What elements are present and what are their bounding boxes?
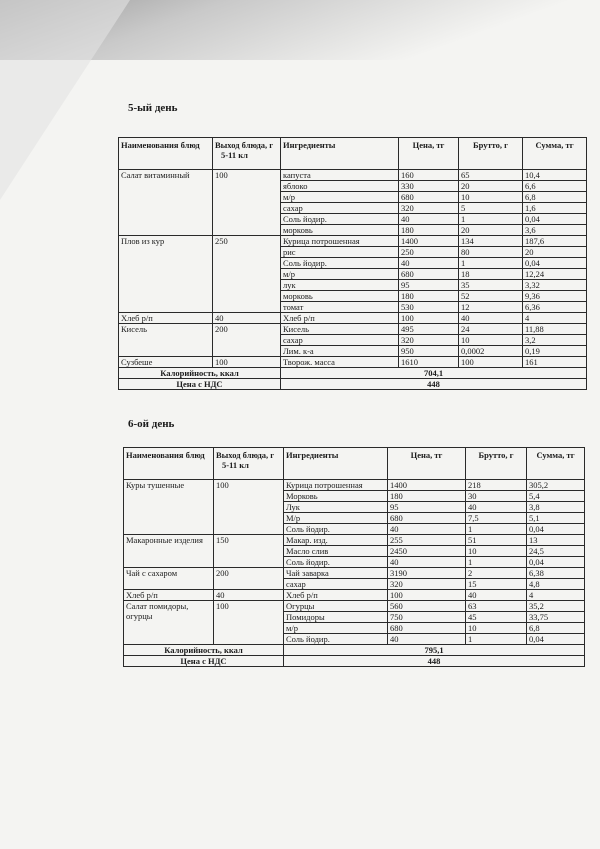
header-gross: Брутто, г [459, 138, 523, 170]
ingredient-name: Соль йодир. [281, 214, 399, 225]
table-row [119, 313, 587, 324]
ingredient-gross: 30 [466, 491, 527, 502]
header-row [119, 138, 587, 170]
dish-yield: 200 [213, 324, 281, 357]
ingredient-name: сахар [281, 335, 399, 346]
ingredient-name: Хлеб р/п [284, 590, 388, 601]
table-row [124, 590, 585, 601]
ingredient-sum: 6,6 [523, 181, 587, 192]
ingredient-name: Помидоры [284, 612, 388, 623]
ingredient-sum: 3,2 [523, 335, 587, 346]
ingredient-gross: 24 [459, 324, 523, 335]
ingredient-sum: 6,8 [523, 192, 587, 203]
ingredient-gross: 40 [466, 590, 527, 601]
price-vat-label: Цена с НДС [119, 379, 281, 390]
ingredient-name: Кисель [281, 324, 399, 335]
ingredient-price: 530 [399, 302, 459, 313]
ingredient-gross: 0,0002 [459, 346, 523, 357]
table-row [124, 535, 585, 546]
calories-row [124, 645, 585, 656]
calories-label: Калорийность, ккал [119, 368, 281, 379]
table-row [124, 601, 585, 612]
ingredient-sum: 4,8 [527, 579, 585, 590]
ingredient-sum: 33,75 [527, 612, 585, 623]
ingredient-sum: 0,19 [523, 346, 587, 357]
ingredient-sum: 187,6 [523, 236, 587, 247]
ingredient-gross: 45 [466, 612, 527, 623]
ingredient-gross: 134 [459, 236, 523, 247]
ingredient-name: Лим. к-а [281, 346, 399, 357]
ingredient-gross: 1 [459, 258, 523, 269]
ingredient-sum: 4 [527, 590, 585, 601]
ingredient-name: м/р [281, 269, 399, 280]
day-6-title: 6-ой день [128, 418, 175, 430]
table-row [124, 568, 585, 579]
ingredient-price: 680 [388, 513, 466, 524]
ingredient-price: 495 [399, 324, 459, 335]
ingredient-sum: 0,04 [523, 258, 587, 269]
ingredient-price: 950 [399, 346, 459, 357]
ingredient-name: Огурцы [284, 601, 388, 612]
header-sum: Сумма, тг [523, 138, 587, 170]
ingredient-name: сахар [281, 203, 399, 214]
header-row [124, 448, 585, 480]
header-yield-label: Выход блюда, г [216, 450, 275, 460]
ingredient-sum: 0,04 [527, 634, 585, 645]
ingredient-name: м/р [281, 192, 399, 203]
ingredient-gross: 1 [459, 214, 523, 225]
header-price: Цена, тг [388, 448, 466, 480]
header-dish: Наименования блюд [119, 138, 213, 170]
dish-yield: 250 [213, 236, 281, 313]
price-vat-label: Цена с НДС [124, 656, 284, 667]
header-yield [214, 448, 284, 480]
ingredient-sum: 3,8 [527, 502, 585, 513]
ingredient-name: Курица потрошенная [281, 236, 399, 247]
ingredient-price: 40 [388, 634, 466, 645]
price-vat-value: 448 [284, 656, 585, 667]
header-ingredients: Ингредиенты [281, 138, 399, 170]
dish-name: Сузбеше [119, 357, 213, 368]
dish-yield: 40 [213, 313, 281, 324]
ingredient-gross: 1 [466, 634, 527, 645]
ingredient-gross: 80 [459, 247, 523, 258]
ingredient-price: 95 [388, 502, 466, 513]
ingredient-name: Соль йодир. [284, 524, 388, 535]
header-yield [213, 138, 281, 170]
ingredient-price: 1610 [399, 357, 459, 368]
ingredient-name: Макар. изд. [284, 535, 388, 546]
ingredient-sum: 0,04 [527, 557, 585, 568]
ingredient-name: Соль йодир. [284, 557, 388, 568]
ingredient-sum: 161 [523, 357, 587, 368]
ingredient-gross: 100 [459, 357, 523, 368]
ingredient-name: яблоко [281, 181, 399, 192]
dish-name: Хлеб р/п [119, 313, 213, 324]
ingredient-name: морковь [281, 291, 399, 302]
header-yield-label: Выход блюда, г [215, 140, 274, 150]
ingredient-gross: 15 [466, 579, 527, 590]
ingredient-sum: 3,32 [523, 280, 587, 291]
ingredient-name: Чай заварка [284, 568, 388, 579]
ingredient-gross: 218 [466, 480, 527, 491]
ingredient-gross: 51 [466, 535, 527, 546]
ingredient-price: 560 [388, 601, 466, 612]
calories-value: 704,1 [281, 368, 587, 379]
ingredient-sum: 4 [523, 313, 587, 324]
ingredient-name: м/р [284, 623, 388, 634]
ingredient-name: Морковь [284, 491, 388, 502]
ingredient-gross: 20 [459, 225, 523, 236]
ingredient-gross: 40 [466, 502, 527, 513]
ingredient-sum: 1,6 [523, 203, 587, 214]
ingredient-price: 40 [388, 557, 466, 568]
dish-name: Чай с сахаром [124, 568, 214, 590]
ingredient-name: М/р [284, 513, 388, 524]
ingredient-price: 320 [399, 203, 459, 214]
ingredient-sum: 5,4 [527, 491, 585, 502]
table-row [119, 324, 587, 335]
ingredient-sum: 35,2 [527, 601, 585, 612]
ingredient-sum: 3,6 [523, 225, 587, 236]
ingredient-name: сахар [284, 579, 388, 590]
ingredient-sum: 0,04 [527, 524, 585, 535]
ingredient-name: Лук [284, 502, 388, 513]
ingredient-price: 100 [399, 313, 459, 324]
price-vat-value: 448 [281, 379, 587, 390]
price-vat-row [124, 656, 585, 667]
ingredient-sum: 20 [523, 247, 587, 258]
ingredient-sum: 24,5 [527, 546, 585, 557]
ingredient-sum: 6,8 [527, 623, 585, 634]
dish-name: Куры тушенные [124, 480, 214, 535]
ingredient-price: 1400 [399, 236, 459, 247]
dish-yield: 100 [214, 480, 284, 535]
ingredient-name: томат [281, 302, 399, 313]
ingredient-price: 100 [388, 590, 466, 601]
ingredient-gross: 12 [459, 302, 523, 313]
ingredient-gross: 65 [459, 170, 523, 181]
header-sum: Сумма, тг [527, 448, 585, 480]
header-price: Цена, тг [399, 138, 459, 170]
ingredient-price: 3190 [388, 568, 466, 579]
ingredient-sum: 12,24 [523, 269, 587, 280]
ingredient-price: 95 [399, 280, 459, 291]
ingredient-price: 680 [399, 192, 459, 203]
dish-yield: 100 [213, 170, 281, 236]
ingredient-name: Масло слив [284, 546, 388, 557]
ingredient-gross: 63 [466, 601, 527, 612]
ingredient-sum: 305,2 [527, 480, 585, 491]
ingredient-price: 160 [399, 170, 459, 181]
ingredient-sum: 11,88 [523, 324, 587, 335]
ingredient-gross: 10 [459, 335, 523, 346]
dish-name: Кисель [119, 324, 213, 357]
calories-row [119, 368, 587, 379]
ingredient-name: капуста [281, 170, 399, 181]
ingredient-name: Соль йодир. [284, 634, 388, 645]
day-6-menu-table [123, 447, 585, 667]
ingredient-price: 750 [388, 612, 466, 623]
ingredient-gross: 52 [459, 291, 523, 302]
ingredient-gross: 5 [459, 203, 523, 214]
ingredient-gross: 35 [459, 280, 523, 291]
ingredient-gross: 1 [466, 557, 527, 568]
ingredient-price: 40 [388, 524, 466, 535]
dish-name: Плов из кур [119, 236, 213, 313]
ingredient-price: 180 [388, 491, 466, 502]
dish-name: Салат витаминный [119, 170, 213, 236]
ingredient-sum: 9,36 [523, 291, 587, 302]
ingredient-price: 40 [399, 258, 459, 269]
ingredient-sum: 0,04 [523, 214, 587, 225]
ingredient-price: 180 [399, 225, 459, 236]
calories-label: Калорийность, ккал [124, 645, 284, 656]
ingredient-sum: 13 [527, 535, 585, 546]
ingredient-price: 250 [399, 247, 459, 258]
table-row [119, 170, 587, 181]
ingredient-name: Курица потрошенная [284, 480, 388, 491]
ingredient-gross: 20 [459, 181, 523, 192]
ingredient-sum: 5,1 [527, 513, 585, 524]
ingredient-gross: 18 [459, 269, 523, 280]
ingredient-gross: 10 [459, 192, 523, 203]
header-dish: Наименования блюд [124, 448, 214, 480]
dish-yield: 150 [214, 535, 284, 568]
table-row [119, 236, 587, 247]
ingredient-price: 330 [399, 181, 459, 192]
header-ingredients: Ингредиенты [284, 448, 388, 480]
ingredient-sum: 6,36 [523, 302, 587, 313]
ingredient-price: 40 [399, 214, 459, 225]
table-row [119, 357, 587, 368]
ingredient-price: 680 [399, 269, 459, 280]
ingredient-price: 320 [399, 335, 459, 346]
ingredient-sum: 10,4 [523, 170, 587, 181]
dish-name: Макаронные изделия [124, 535, 214, 568]
ingredient-sum: 6,38 [527, 568, 585, 579]
dish-name: Салат помидоры, огурцы [124, 601, 214, 645]
calories-value: 795,1 [284, 645, 585, 656]
ingredient-price: 255 [388, 535, 466, 546]
ingredient-name: Хлеб р/п [281, 313, 399, 324]
ingredient-price: 320 [388, 579, 466, 590]
dish-yield: 100 [214, 601, 284, 645]
header-yield-grade: 5-11 кл [222, 460, 249, 470]
ingredient-gross: 2 [466, 568, 527, 579]
ingredient-gross: 40 [459, 313, 523, 324]
ingredient-name: Творож. масса [281, 357, 399, 368]
day-5-menu-table [118, 137, 587, 390]
dish-yield: 200 [214, 568, 284, 590]
ingredient-gross: 10 [466, 623, 527, 634]
day-5-title: 5-ый день [128, 102, 178, 114]
ingredient-gross: 7,5 [466, 513, 527, 524]
dish-yield: 100 [213, 357, 281, 368]
header-gross: Брутто, г [466, 448, 527, 480]
ingredient-name: рис [281, 247, 399, 258]
ingredient-gross: 10 [466, 546, 527, 557]
ingredient-price: 1400 [388, 480, 466, 491]
price-vat-row [119, 379, 587, 390]
ingredient-name: лук [281, 280, 399, 291]
header-yield-grade: 5-11 кл [221, 150, 248, 160]
ingredient-name: морковь [281, 225, 399, 236]
ingredient-price: 180 [399, 291, 459, 302]
dish-yield: 40 [214, 590, 284, 601]
ingredient-name: Соль йодир. [281, 258, 399, 269]
ingredient-price: 2450 [388, 546, 466, 557]
table-row [124, 480, 585, 491]
ingredient-gross: 1 [466, 524, 527, 535]
ingredient-price: 680 [388, 623, 466, 634]
dish-name: Хлеб р/п [124, 590, 214, 601]
